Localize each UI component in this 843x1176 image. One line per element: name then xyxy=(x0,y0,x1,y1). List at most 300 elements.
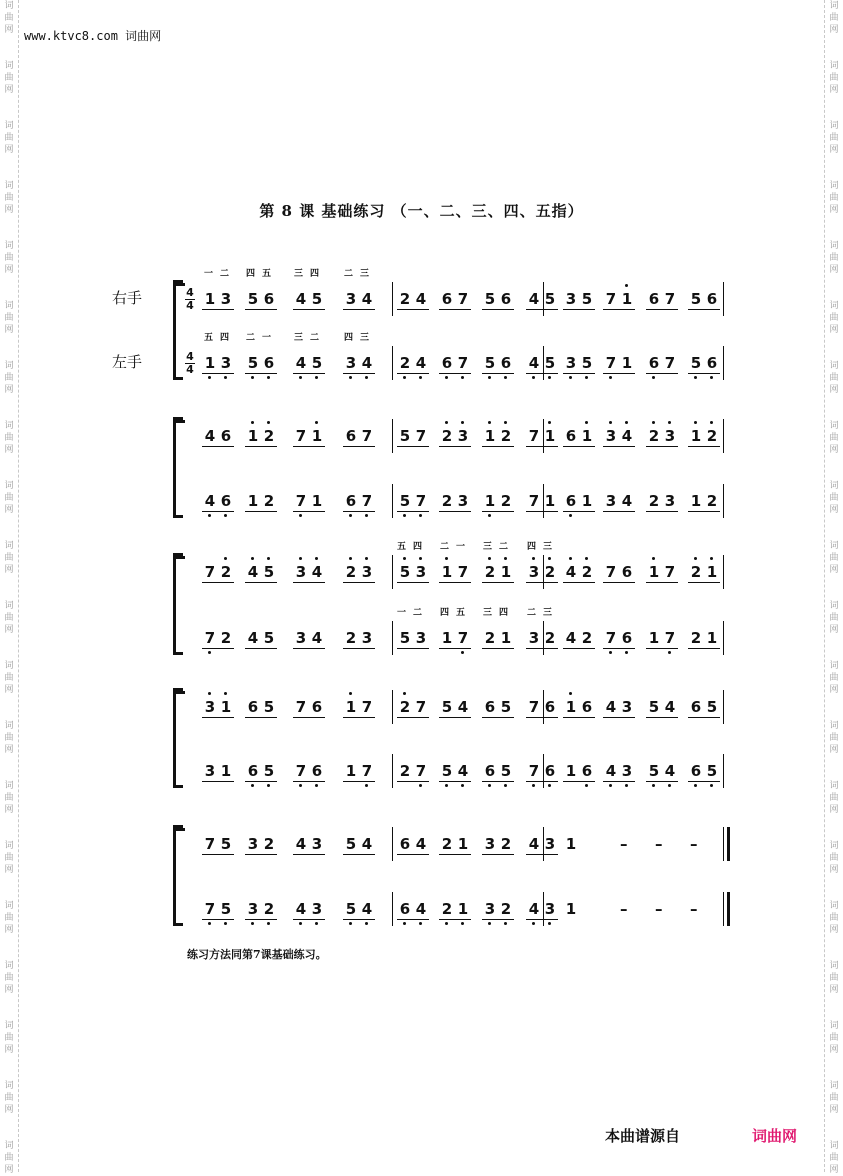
beam-underline xyxy=(397,446,429,447)
finger-number: 一 xyxy=(204,269,214,279)
note: 1 xyxy=(245,427,261,445)
barline xyxy=(723,621,724,655)
beam-underline xyxy=(202,717,234,718)
barline xyxy=(543,346,544,380)
watermark-text xyxy=(0,300,18,336)
note: 4 xyxy=(563,563,579,581)
beam-underline xyxy=(343,446,375,447)
note: 2 xyxy=(704,427,720,445)
note: 4 xyxy=(361,290,373,308)
note-group xyxy=(603,629,635,659)
note-group xyxy=(343,492,375,522)
note: 3 xyxy=(457,492,469,510)
note: 4 xyxy=(295,835,307,853)
right-hand-row xyxy=(190,698,725,732)
note: 2 xyxy=(500,835,512,853)
beam-underline xyxy=(603,648,635,649)
note: 3 xyxy=(343,354,359,372)
beam-underline xyxy=(688,446,720,447)
beam-underline xyxy=(603,373,635,374)
note-group xyxy=(343,698,375,728)
beam-underline xyxy=(439,511,471,512)
note: 1 xyxy=(688,427,704,445)
final-barline xyxy=(723,892,724,926)
note: 1 xyxy=(345,762,357,780)
note-group xyxy=(343,900,375,930)
note-group xyxy=(397,762,429,792)
watermark-char: 曲 xyxy=(4,733,14,743)
note: 5 xyxy=(498,762,514,780)
right-margin-watermark-strip xyxy=(824,0,843,1172)
barline xyxy=(392,690,393,724)
watermark-text xyxy=(0,60,18,96)
beam-underline xyxy=(526,511,558,512)
note-group xyxy=(439,698,471,728)
note: 1 xyxy=(247,492,259,510)
beam-underline xyxy=(397,511,429,512)
watermark-text xyxy=(0,1080,18,1116)
finger-number: 一 xyxy=(456,542,466,552)
beam-underline xyxy=(646,648,678,649)
note: 4 xyxy=(245,563,261,581)
watermark-text xyxy=(0,600,18,636)
beam-underline xyxy=(526,854,558,855)
beam-underline xyxy=(293,446,325,447)
beam-underline xyxy=(603,582,635,583)
note-group xyxy=(397,563,429,593)
watermark-char: 网 xyxy=(4,925,14,935)
note: 3 xyxy=(565,290,577,308)
watermark-char: 词 xyxy=(4,121,14,131)
barline xyxy=(543,892,544,926)
note-group xyxy=(293,900,325,930)
note-group xyxy=(397,354,429,384)
watermark-char: 网 xyxy=(4,205,14,215)
watermark-char: 网 xyxy=(829,205,839,215)
note-group xyxy=(688,492,720,522)
note: 6 xyxy=(245,762,261,780)
note: 7 xyxy=(413,492,429,510)
note: 6 xyxy=(621,563,633,581)
sustain-dash: – xyxy=(620,900,628,918)
watermark-char: 词 xyxy=(4,61,14,71)
note-group xyxy=(482,629,514,659)
barline xyxy=(543,690,544,724)
watermark-char: 曲 xyxy=(829,1033,839,1043)
finger-number: 二 xyxy=(499,542,509,552)
beam-underline xyxy=(202,854,234,855)
note: 4 xyxy=(619,427,635,445)
beam-underline xyxy=(526,717,558,718)
note-group xyxy=(688,698,720,728)
watermark-text xyxy=(825,360,843,396)
note-group xyxy=(482,492,514,522)
note: 6 xyxy=(542,762,558,780)
watermark-char: 网 xyxy=(829,865,839,875)
note: 4 xyxy=(202,492,218,510)
watermark-text xyxy=(0,120,18,156)
note: 4 xyxy=(603,762,619,780)
watermark-char: 网 xyxy=(4,625,14,635)
watermark-text xyxy=(0,960,18,996)
time-signature xyxy=(185,352,195,375)
note: 4 xyxy=(621,492,633,510)
watermark-char: 网 xyxy=(4,505,14,515)
finger-number: 三 xyxy=(294,269,304,279)
beam-underline xyxy=(563,373,595,374)
note-group xyxy=(343,762,375,792)
note-group xyxy=(245,698,277,728)
beam-underline xyxy=(526,648,558,649)
note-group xyxy=(397,492,429,522)
source-site-link[interactable]: 词曲网 xyxy=(752,1127,798,1145)
watermark-char: 曲 xyxy=(829,193,839,203)
watermark-char: 曲 xyxy=(829,1153,839,1163)
beam-underline xyxy=(439,373,471,374)
watermark-char: 网 xyxy=(4,685,14,695)
watermark-char: 词 xyxy=(829,181,839,191)
watermark-char: 曲 xyxy=(829,13,839,23)
watermark-char: 网 xyxy=(4,1045,14,1055)
right-hand-row xyxy=(190,835,725,869)
note-group xyxy=(343,563,375,593)
watermark-char: 曲 xyxy=(4,133,14,143)
beam-underline xyxy=(343,781,375,782)
watermark-char: 曲 xyxy=(4,373,14,383)
barline xyxy=(723,555,724,589)
finger-number: 五 xyxy=(397,542,407,552)
note-group xyxy=(397,835,429,865)
sustain-dash: – xyxy=(690,835,698,853)
beam-underline xyxy=(439,781,471,782)
watermark-char: 网 xyxy=(4,745,14,755)
watermark-char: 网 xyxy=(4,565,14,575)
beam-underline xyxy=(688,511,720,512)
beam-underline xyxy=(482,781,514,782)
time-signature-top: 4 xyxy=(186,350,194,363)
practice-note: 练习方法同第7课基础练习。 xyxy=(187,948,327,961)
finger-number: 三 xyxy=(294,333,304,343)
note: 7 xyxy=(455,354,471,372)
note: 3 xyxy=(415,629,427,647)
beam-underline xyxy=(526,781,558,782)
note-group xyxy=(688,762,720,792)
note: 4 xyxy=(359,354,375,372)
note: 2 xyxy=(498,427,514,445)
note-group xyxy=(293,492,325,522)
note-group xyxy=(563,492,595,522)
sustain-dash: – xyxy=(655,835,663,853)
note: 7 xyxy=(603,354,619,372)
beam-underline xyxy=(202,309,234,310)
barline xyxy=(543,827,544,861)
note: 3 xyxy=(563,354,579,372)
watermark-char: 词 xyxy=(4,781,14,791)
watermark-char: 网 xyxy=(4,445,14,455)
note: 2 xyxy=(441,835,453,853)
watermark-char: 网 xyxy=(829,1165,839,1175)
note: 5 xyxy=(247,290,259,308)
note: 4 xyxy=(413,900,429,918)
note: 5 xyxy=(439,762,455,780)
barline xyxy=(723,690,724,724)
note-group xyxy=(603,698,635,728)
beam-underline xyxy=(563,446,595,447)
note: 2 xyxy=(263,492,275,510)
note-group xyxy=(202,900,234,930)
note-group xyxy=(526,492,558,522)
watermark-text xyxy=(825,120,843,156)
note: 7 xyxy=(603,629,619,647)
watermark-char: 词 xyxy=(829,721,839,731)
note: 6 xyxy=(261,354,277,372)
note-group xyxy=(526,427,558,457)
beam-underline xyxy=(245,373,277,374)
note: 3 xyxy=(619,762,635,780)
note-group xyxy=(245,835,277,865)
beam-underline xyxy=(202,781,234,782)
finger-number: 二 xyxy=(413,608,423,618)
note: 2 xyxy=(579,563,595,581)
watermark-char: 词 xyxy=(4,1021,14,1031)
watermark-char: 词 xyxy=(829,121,839,131)
note: 2 xyxy=(646,427,662,445)
watermark-text xyxy=(825,960,843,996)
barline xyxy=(392,621,393,655)
note-group xyxy=(293,698,325,728)
note: 4 xyxy=(309,563,325,581)
watermark-char: 词 xyxy=(829,361,839,371)
beam-underline xyxy=(293,717,325,718)
system-brace xyxy=(173,280,183,380)
finger-number: 三 xyxy=(483,542,493,552)
barline xyxy=(543,419,544,453)
left-hand-row xyxy=(186,350,725,388)
watermark-char: 词 xyxy=(4,541,14,551)
note: 1 xyxy=(565,900,577,918)
note: 5 xyxy=(542,354,558,372)
note: 7 xyxy=(413,762,429,780)
beam-underline xyxy=(646,582,678,583)
watermark-text xyxy=(825,900,843,936)
note: 6 xyxy=(579,762,595,780)
watermark-char: 曲 xyxy=(4,973,14,983)
beam-underline xyxy=(293,309,325,310)
note: 2 xyxy=(648,492,660,510)
beam-underline xyxy=(526,373,558,374)
note-group xyxy=(603,762,635,792)
note: 1 xyxy=(482,492,498,510)
note-group xyxy=(603,290,635,320)
note: 5 xyxy=(263,629,275,647)
watermark-text xyxy=(0,840,18,876)
watermark-char: 网 xyxy=(4,865,14,875)
note: 2 xyxy=(397,698,413,716)
note-group xyxy=(439,762,471,792)
note: 4 xyxy=(528,290,540,308)
note: 3 xyxy=(542,900,558,918)
note: 3 xyxy=(662,427,678,445)
beam-underline xyxy=(482,717,514,718)
beam-underline xyxy=(482,373,514,374)
watermark-char: 词 xyxy=(4,241,14,251)
finger-number: 一 xyxy=(397,608,407,618)
note: 3 xyxy=(528,629,540,647)
note-group xyxy=(439,492,471,522)
watermark-text xyxy=(825,540,843,576)
system-brace xyxy=(173,825,183,926)
note: 5 xyxy=(706,698,718,716)
watermark-text xyxy=(825,1080,843,1116)
watermark-char: 曲 xyxy=(829,73,839,83)
note: 5 xyxy=(484,290,496,308)
note-group xyxy=(245,563,277,593)
beam-underline xyxy=(563,781,595,782)
watermark-char: 词 xyxy=(4,661,14,671)
watermark-char: 曲 xyxy=(4,853,14,863)
beam-underline xyxy=(482,309,514,310)
beam-underline xyxy=(603,446,635,447)
note: 3 xyxy=(413,563,429,581)
note-group xyxy=(343,629,375,659)
watermark-text xyxy=(0,420,18,456)
finger-number: 二 xyxy=(344,269,354,279)
note: 1 xyxy=(544,492,556,510)
note: 5 xyxy=(648,698,660,716)
barline xyxy=(543,621,544,655)
note: 6 xyxy=(399,835,411,853)
note-group xyxy=(646,762,678,792)
finger-number: 四 xyxy=(220,333,230,343)
watermark-text xyxy=(825,240,843,276)
note: 7 xyxy=(526,762,542,780)
beam-underline xyxy=(343,582,375,583)
left-hand-row xyxy=(190,629,725,663)
note-group xyxy=(482,427,514,457)
note-group xyxy=(245,290,277,320)
watermark-char: 曲 xyxy=(4,193,14,203)
watermark-text xyxy=(0,1140,18,1176)
note: 1 xyxy=(581,492,593,510)
beam-underline xyxy=(293,511,325,512)
watermark-char: 曲 xyxy=(4,1153,14,1163)
note: 6 xyxy=(544,698,556,716)
watermark-char: 词 xyxy=(829,781,839,791)
beam-underline xyxy=(482,582,514,583)
system-brace xyxy=(173,417,183,518)
note: 5 xyxy=(263,698,275,716)
note: 3 xyxy=(621,698,633,716)
note: 4 xyxy=(311,629,323,647)
note: 4 xyxy=(664,698,676,716)
note: 2 xyxy=(441,492,453,510)
beam-underline xyxy=(603,781,635,782)
note: 5 xyxy=(581,290,593,308)
note: 6 xyxy=(439,354,455,372)
beam-underline xyxy=(482,511,514,512)
beam-underline xyxy=(439,582,471,583)
note: 1 xyxy=(648,629,660,647)
note-group xyxy=(482,835,514,865)
site-url[interactable]: www.ktvc8.com 词曲网 xyxy=(24,29,162,43)
note-group xyxy=(563,900,579,930)
note-group xyxy=(343,290,375,320)
watermark-char: 曲 xyxy=(829,853,839,863)
barline xyxy=(392,484,393,518)
beam-underline xyxy=(603,511,635,512)
barline xyxy=(392,892,393,926)
note: 1 xyxy=(565,835,577,853)
watermark-text xyxy=(825,1020,843,1056)
note: 4 xyxy=(361,835,373,853)
finger-number: 一 xyxy=(262,333,272,343)
note: 3 xyxy=(245,900,261,918)
finger-number: 三 xyxy=(543,542,553,552)
note-group xyxy=(526,762,558,792)
note: 5 xyxy=(500,698,512,716)
note-group xyxy=(293,427,325,457)
sustain-dash: – xyxy=(620,835,628,853)
note-group xyxy=(646,354,678,384)
note: 7 xyxy=(528,698,540,716)
note: 2 xyxy=(581,629,593,647)
note: 4 xyxy=(605,698,617,716)
note-group xyxy=(439,427,471,457)
note: 7 xyxy=(605,563,617,581)
beam-underline xyxy=(293,373,325,374)
note-group xyxy=(482,563,514,593)
watermark-text xyxy=(0,360,18,396)
note: 6 xyxy=(563,492,579,510)
left-hand-row xyxy=(190,900,725,934)
note: 2 xyxy=(399,290,411,308)
watermark-char: 词 xyxy=(829,301,839,311)
finger-number: 五 xyxy=(262,269,272,279)
note: 2 xyxy=(544,629,556,647)
note: 3 xyxy=(664,492,676,510)
watermark-text xyxy=(825,600,843,636)
watermark-char: 词 xyxy=(829,661,839,671)
watermark-char: 曲 xyxy=(829,973,839,983)
beam-underline xyxy=(343,309,375,310)
watermark-char: 曲 xyxy=(829,133,839,143)
note: 5 xyxy=(704,762,720,780)
watermark-char: 曲 xyxy=(829,793,839,803)
beam-underline xyxy=(482,919,514,920)
watermark-char: 曲 xyxy=(829,733,839,743)
note: 5 xyxy=(397,563,413,581)
watermark-char: 网 xyxy=(829,685,839,695)
note: 5 xyxy=(343,900,359,918)
note: 1 xyxy=(220,762,232,780)
watermark-char: 词 xyxy=(829,241,839,251)
note: 6 xyxy=(441,290,453,308)
note-group xyxy=(202,629,234,659)
watermark-char: 词 xyxy=(829,421,839,431)
note: 4 xyxy=(526,354,542,372)
beam-underline xyxy=(293,919,325,920)
note: 5 xyxy=(441,698,453,716)
watermark-char: 网 xyxy=(829,565,839,575)
note: 3 xyxy=(455,427,471,445)
beam-underline xyxy=(563,648,595,649)
note: 7 xyxy=(415,427,427,445)
watermark-char: 曲 xyxy=(4,553,14,563)
note-group xyxy=(245,354,277,384)
beam-underline xyxy=(526,582,558,583)
beam-underline xyxy=(397,919,429,920)
barline xyxy=(392,555,393,589)
